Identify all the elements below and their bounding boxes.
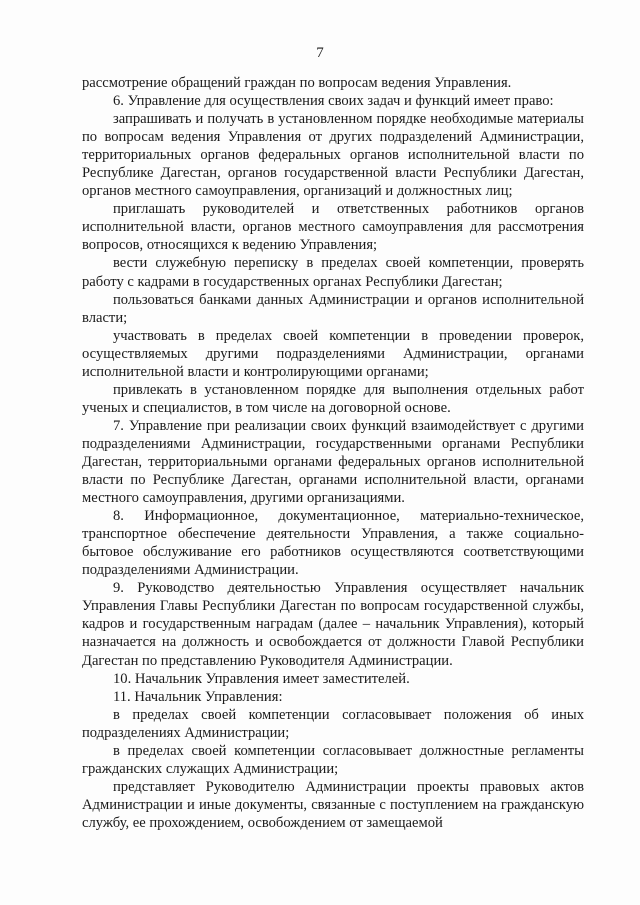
paragraph-clause-8: 8. Информационное, документационное, материально-техническое, транспортное обеспечение деятельности Управления, а также социально-бытовое обслуживание его работников осуществляются соответствующими подразделениями Администрации. xyxy=(82,508,584,579)
paragraph-right-invite-officials: приглашать руководителей и ответственных работников органов исполнительной власти, органов местного самоуправления для рассмотрения вопросов, относящихся к ведению Управления; xyxy=(82,201,584,254)
paragraph-right-databases: пользоваться банками данных Администрации и органов исполнительной власти; xyxy=(82,291,584,326)
paragraph-head-approves-job-rules: в пределах своей компетенции согласовывает должностные регламенты гражданских служащих Администрации; xyxy=(82,742,584,777)
paragraph-clause-6: 6. Управление для осуществления своих задач и функций имеет право: xyxy=(113,93,554,110)
paragraph-right-request-materials: запрашивать и получать в установленном порядке необходимые материалы по вопросам ведения Управления от других подразделений Администрации, территориальных органов федеральных органов исполнительной власти по Республике Дагестан, органов государственной власти Республики Дагестан, органов местного самоуправления, организаций и должностных лиц; xyxy=(82,111,584,200)
paragraph-clause-9: 9. Руководство деятельностью Управления осуществляет начальник Управления Главы Республики Дагестан по вопросам государственной службы, кадров и государственным наградам (далее – начальник Управления), который назначается на должность и освобождается от должности Главой Республики Дагестан по представлению Руководителя Администрации. xyxy=(82,580,584,669)
paragraph-right-involve-specialists: привлекать в установленном порядке для выполнения отдельных работ ученых и специалистов, в том числе на договорной основе. xyxy=(82,381,584,416)
page-number: 7 xyxy=(316,45,324,61)
paragraph-head-approves-regulations: в пределах своей компетенции согласовывает положения об иных подразделениях Администрации; xyxy=(82,706,584,741)
paragraph-clause-7: 7. Управление при реализации своих функций взаимодействует с другими подразделениями Администрации, государственными органами Республики Дагестан, территориальными органами федеральных органов исполнительной власти по Республике Дагестан, органами исполнительной власти, органами местного самоуправления, другими организациями. xyxy=(82,417,584,507)
paragraph-continuation: рассмотрение обращений граждан по вопросам ведения Управления. xyxy=(82,75,512,91)
paragraph-clause-10: 10. Начальник Управления имеет заместителей. xyxy=(113,670,410,687)
paragraph-head-submits-drafts: представляет Руководителю Администрации проекты правовых актов Администрации и иные документы, связанные с поступлением на гражданскую службу, ее прохождением, освобождением от замещаемой xyxy=(82,778,584,831)
paragraph-right-correspondence: вести служебную переписку в пределах своей компетенции, проверять работу с кадрами в государственных органах Республики Дагестан; xyxy=(82,255,584,290)
paragraph-right-inspections: участвовать в пределах своей компетенции в проведении проверок, осуществляемых другими подразделениями Администрации, органами исполнительной власти и контролирующими органами; xyxy=(82,327,584,380)
paragraph-clause-11: 11. Начальник Управления: xyxy=(113,688,283,705)
document-body xyxy=(82,74,584,832)
